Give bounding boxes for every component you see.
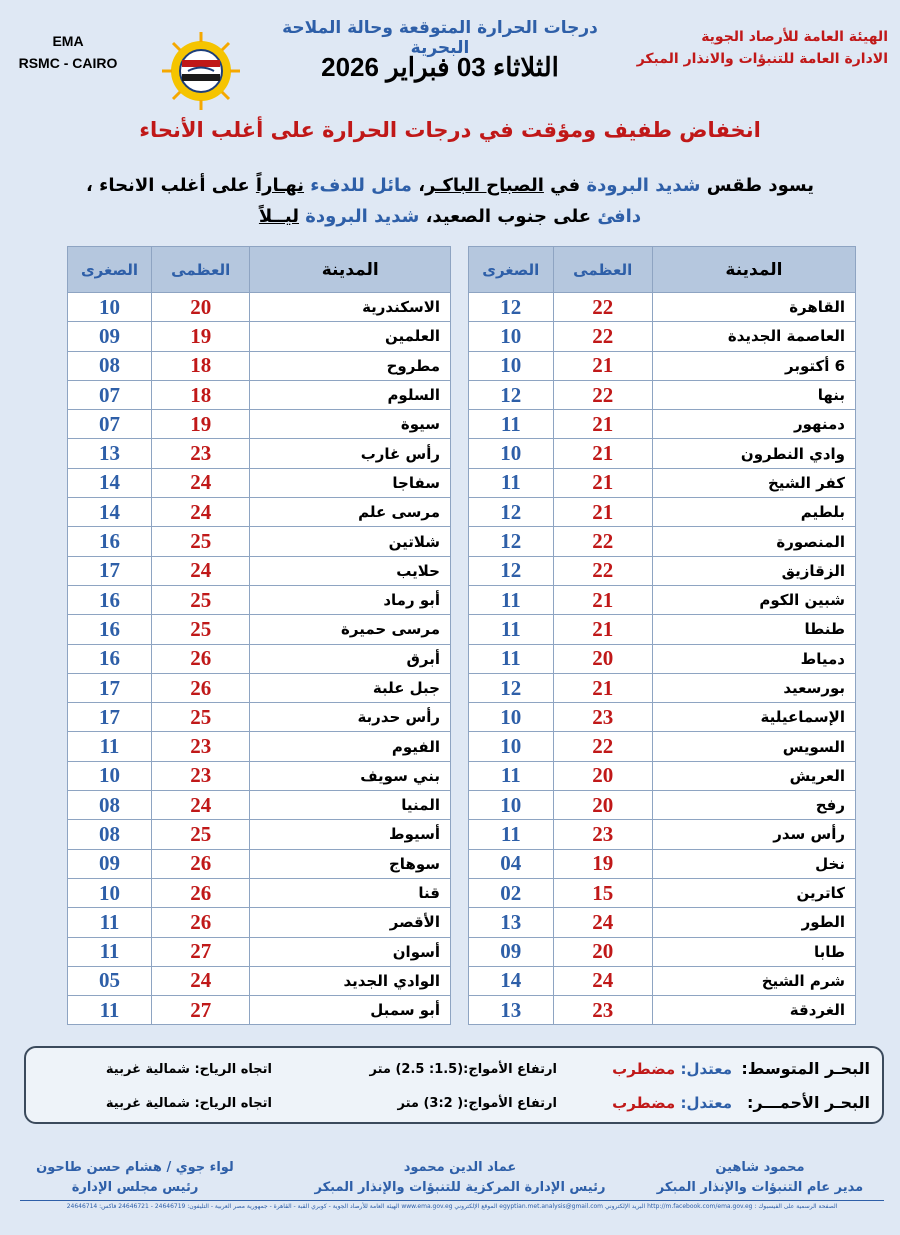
table-row	[469, 351, 856, 380]
table-row	[68, 293, 451, 322]
min-temp-cell: 04	[469, 849, 554, 878]
min-temp-cell: 10	[469, 351, 554, 380]
city-cell: نخل	[652, 849, 855, 878]
max-temp-cell: 19	[151, 410, 249, 439]
table-row	[68, 498, 451, 527]
max-temp-cell: 21	[553, 498, 652, 527]
signature-name: عماد الدين محمود	[403, 1160, 517, 1175]
desc-highlight: شديد البرودة	[305, 206, 420, 227]
desc-highlight: شديد البرودة	[586, 175, 701, 196]
min-temp-cell: 08	[68, 791, 152, 820]
sea-state	[612, 1060, 732, 1078]
min-temp-cell: 07	[68, 380, 152, 409]
min-temp-cell: 10	[469, 703, 554, 732]
city-cell: أبرق	[250, 644, 451, 673]
table-row	[469, 527, 856, 556]
table-row	[68, 380, 451, 409]
table-row	[469, 556, 856, 585]
city-cell: كاترين	[652, 878, 855, 907]
table-row	[469, 966, 856, 995]
max-temp-cell: 20	[553, 791, 652, 820]
min-temp-cell: 17	[68, 703, 152, 732]
sea-name: البحـر المتوسط:	[741, 1059, 870, 1078]
signature-name: لواء جوي / هشام حسن طاحون	[36, 1160, 234, 1175]
max-temp-cell: 22	[553, 293, 652, 322]
table-row	[68, 322, 451, 351]
city-cell: سفاجا	[250, 468, 451, 497]
max-temp-cell: 20	[553, 761, 652, 790]
authority-line-1: الهيئة العامة للأرصاد الجوية	[701, 29, 888, 45]
table-body	[469, 293, 856, 1025]
max-temp-cell: 24	[151, 966, 249, 995]
max-temp-cell: 23	[553, 996, 652, 1025]
table-row	[68, 820, 451, 849]
min-temp-cell: 11	[469, 820, 554, 849]
table-row	[68, 937, 451, 966]
table-row	[68, 644, 451, 673]
report-title: درجات الحرارة المتوقعة وحالة الملاحة البحرية	[282, 18, 598, 58]
city-cell: قنا	[250, 878, 451, 907]
max-temp-cell: 24	[151, 468, 249, 497]
max-temp-cell: 20	[553, 644, 652, 673]
city-cell: شلاتين	[250, 527, 451, 556]
city-cell: مطروح	[250, 351, 451, 380]
city-cell: رأس حدربة	[250, 703, 451, 732]
table-row	[469, 937, 856, 966]
table-row	[68, 966, 451, 995]
city-cell: رأس سدر	[652, 820, 855, 849]
min-temp-cell: 12	[469, 380, 554, 409]
max-temp-cell: 19	[151, 322, 249, 351]
min-temp-cell: 13	[469, 996, 554, 1025]
weather-description	[40, 170, 860, 232]
city-cell: كفر الشيخ	[652, 468, 855, 497]
city-cell: دمنهور	[652, 410, 855, 439]
city-cell: بنها	[652, 380, 855, 409]
sea-state-value: مضطرب	[612, 1060, 676, 1078]
max-temp-cell: 18	[151, 380, 249, 409]
min-temp-cell: 12	[469, 527, 554, 556]
table-row	[469, 644, 856, 673]
table-row	[68, 849, 451, 878]
table-row	[68, 761, 451, 790]
min-temp-cell: 17	[68, 556, 152, 585]
min-temp-cell: 11	[469, 468, 554, 497]
min-temp-cell: 17	[68, 673, 152, 702]
sea-wind: اتجاه الرياح: شمالية غربية	[105, 1096, 272, 1111]
table-row	[469, 322, 856, 351]
max-temp-cell: 21	[553, 410, 652, 439]
signature-role: رئيس الإدارة المركزية للتنبؤات والإنذار المبكر	[314, 1180, 606, 1195]
temperature-table-left	[67, 246, 451, 1025]
table-row	[68, 703, 451, 732]
min-temp-cell: 11	[469, 761, 554, 790]
table-row	[469, 996, 856, 1025]
min-temp-cell: 08	[68, 820, 152, 849]
city-cell: مرسى علم	[250, 498, 451, 527]
city-cell: مرسى حميرة	[250, 615, 451, 644]
min-temp-cell: 09	[68, 322, 152, 351]
table-row	[68, 732, 451, 761]
city-cell: الإسماعيلية	[652, 703, 855, 732]
city-cell: الزقازيق	[652, 556, 855, 585]
signature-name: محمود شاهين	[715, 1160, 805, 1175]
signature-role: رئيس مجلس الإدارة	[71, 1180, 199, 1195]
sea-row-red-sea	[26, 1090, 882, 1120]
max-temp-cell: 25	[151, 820, 249, 849]
city-cell: طابا	[652, 937, 855, 966]
column-header-city: المدينة	[652, 247, 855, 293]
temperature-table-right	[468, 246, 856, 1025]
city-cell: العلمين	[250, 322, 451, 351]
signature-central-head	[280, 1158, 640, 1198]
city-cell: رفح	[652, 791, 855, 820]
table-row	[68, 556, 451, 585]
city-cell: جبل علبة	[250, 673, 451, 702]
min-temp-cell: 16	[68, 527, 152, 556]
column-header-min: الصغرى	[68, 247, 152, 293]
min-temp-cell: 14	[469, 966, 554, 995]
table-row	[469, 703, 856, 732]
max-temp-cell: 24	[151, 556, 249, 585]
sea-status-box	[24, 1046, 884, 1124]
city-cell: الفيوم	[250, 732, 451, 761]
sea-state-label: معتدل:	[675, 1094, 732, 1112]
desc-underline: ليــلاً	[258, 206, 299, 227]
table-row	[469, 761, 856, 790]
city-cell: العريش	[652, 761, 855, 790]
city-cell: المنصورة	[652, 527, 855, 556]
city-cell: سوهاج	[250, 849, 451, 878]
table-row	[469, 410, 856, 439]
report-date: الثلاثاء 03 فبراير 2026	[321, 52, 559, 82]
max-temp-cell: 24	[151, 498, 249, 527]
table-row	[68, 878, 451, 907]
table-row	[68, 996, 451, 1025]
city-cell: السلوم	[250, 380, 451, 409]
signature-director	[640, 1158, 880, 1198]
desc-underline: نهـاراً	[255, 175, 305, 196]
table-row	[469, 585, 856, 614]
city-cell: بورسعيد	[652, 673, 855, 702]
desc-highlight: مائل للدفء	[310, 175, 412, 196]
city-cell: السويس	[652, 732, 855, 761]
ema-logo-icon	[160, 30, 242, 112]
max-temp-cell: 27	[151, 937, 249, 966]
desc-part: على أغلب الانحاء ،	[86, 175, 256, 196]
max-temp-cell: 20	[553, 937, 652, 966]
min-temp-cell: 10	[469, 322, 554, 351]
max-temp-cell: 22	[553, 322, 652, 351]
city-cell: الاسكندرية	[250, 293, 451, 322]
max-temp-cell: 25	[151, 527, 249, 556]
max-temp-cell: 26	[151, 849, 249, 878]
min-temp-cell: 12	[469, 498, 554, 527]
table-header-row	[469, 247, 856, 293]
max-temp-cell: 21	[553, 468, 652, 497]
max-temp-cell: 15	[553, 878, 652, 907]
max-temp-cell: 22	[553, 527, 652, 556]
city-cell: بني سويف	[250, 761, 451, 790]
city-cell: سيوة	[250, 410, 451, 439]
min-temp-cell: 11	[469, 410, 554, 439]
max-temp-cell: 26	[151, 878, 249, 907]
signature-chairman	[20, 1158, 250, 1198]
max-temp-cell: 23	[151, 732, 249, 761]
min-temp-cell: 14	[68, 498, 152, 527]
city-cell: أسوان	[250, 937, 451, 966]
table-header-row	[68, 247, 451, 293]
max-temp-cell: 26	[151, 644, 249, 673]
max-temp-cell: 19	[553, 849, 652, 878]
min-temp-cell: 10	[469, 791, 554, 820]
min-temp-cell: 11	[469, 644, 554, 673]
min-temp-cell: 11	[68, 937, 152, 966]
city-cell: طنطا	[652, 615, 855, 644]
signature-role: مدير عام التنبؤات والإنذار المبكر	[656, 1180, 864, 1195]
desc-highlight: دافئ	[597, 206, 642, 227]
table-row	[469, 498, 856, 527]
max-temp-cell: 22	[553, 556, 652, 585]
table-row	[68, 410, 451, 439]
table-row	[68, 468, 451, 497]
min-temp-cell: 13	[469, 908, 554, 937]
table-row	[469, 439, 856, 468]
sea-state-label: معتدل:	[675, 1060, 732, 1078]
max-temp-cell: 18	[151, 351, 249, 380]
table-row	[68, 673, 451, 702]
city-cell: دمياط	[652, 644, 855, 673]
sea-state-value: مضطرب	[612, 1094, 676, 1112]
max-temp-cell: 21	[553, 351, 652, 380]
column-header-max: العظمى	[553, 247, 652, 293]
table-body	[68, 293, 451, 1025]
min-temp-cell: 10	[68, 878, 152, 907]
max-temp-cell: 23	[151, 761, 249, 790]
max-temp-cell: 20	[151, 293, 249, 322]
max-temp-cell: 26	[151, 673, 249, 702]
max-temp-cell: 22	[553, 732, 652, 761]
city-cell: 6 أكتوبر	[652, 351, 855, 380]
min-temp-cell: 12	[469, 293, 554, 322]
org-code	[18, 30, 118, 74]
city-cell: بلطيم	[652, 498, 855, 527]
authority-block	[628, 26, 888, 70]
desc-part: يسود طقس	[700, 175, 814, 196]
sea-name: البحـر الأحمـــر:	[747, 1093, 870, 1112]
max-temp-cell: 26	[151, 908, 249, 937]
min-temp-cell: 11	[68, 996, 152, 1025]
city-cell: أسيوط	[250, 820, 451, 849]
min-temp-cell: 09	[469, 937, 554, 966]
column-header-min: الصغرى	[469, 247, 554, 293]
desc-part: في	[543, 175, 587, 196]
description-line-2	[40, 201, 860, 232]
city-cell: القاهرة	[652, 293, 855, 322]
min-temp-cell: 11	[68, 908, 152, 937]
city-cell: الطور	[652, 908, 855, 937]
table-row	[469, 849, 856, 878]
min-temp-cell: 10	[469, 439, 554, 468]
footer-contact-line: الصفحة الرسمية على الفيسبوك : http://m.facebook.com/ema.gov.eg البريد الإلكتروني egyptian.met.analysis@gmail.com الموقع الإلكتروني www.ema.gov.eg الهيئة العامة للأرصاد الجوية - كوبري القبة - القاهرة - جمهورية مصر العربية - التليفون: 24646719 - 24646721 فاكس: 24646714	[20, 1200, 884, 1212]
table-row	[469, 673, 856, 702]
city-cell: وادي النطرون	[652, 439, 855, 468]
max-temp-cell: 23	[553, 703, 652, 732]
table-row	[68, 585, 451, 614]
city-cell: رأس غارب	[250, 439, 451, 468]
table-row	[469, 908, 856, 937]
max-temp-cell: 21	[553, 439, 652, 468]
min-temp-cell: 11	[68, 732, 152, 761]
table-row	[469, 878, 856, 907]
description-line-1	[40, 170, 860, 201]
table-row	[469, 732, 856, 761]
min-temp-cell: 05	[68, 966, 152, 995]
max-temp-cell: 27	[151, 996, 249, 1025]
sea-waves: ارتفاع الأمواج:( 3:2) متر	[397, 1096, 557, 1111]
table-row	[469, 791, 856, 820]
max-temp-cell: 23	[151, 439, 249, 468]
max-temp-cell: 24	[151, 791, 249, 820]
org-code-ema: EMA	[52, 33, 84, 49]
table-row	[68, 527, 451, 556]
min-temp-cell: 14	[68, 468, 152, 497]
sea-wind: اتجاه الرياح: شمالية غربية	[105, 1062, 272, 1077]
max-temp-cell: 22	[553, 380, 652, 409]
table-row	[469, 820, 856, 849]
min-temp-cell: 07	[68, 410, 152, 439]
max-temp-cell: 21	[553, 673, 652, 702]
max-temp-cell: 25	[151, 703, 249, 732]
max-temp-cell: 23	[553, 820, 652, 849]
table-row	[469, 380, 856, 409]
city-cell: الغردقة	[652, 996, 855, 1025]
sea-waves: ارتفاع الأمواج:(1.5: 2.5) متر	[369, 1062, 557, 1077]
headline: انخفاض طفيف ومؤقت في درجات الحرارة على أغلب الأنحاء	[139, 118, 761, 142]
max-temp-cell: 25	[151, 615, 249, 644]
min-temp-cell: 16	[68, 585, 152, 614]
city-cell: حلايب	[250, 556, 451, 585]
min-temp-cell: 16	[68, 615, 152, 644]
desc-part: على جنوب الصعيد،	[419, 206, 598, 227]
min-temp-cell: 12	[469, 673, 554, 702]
min-temp-cell: 12	[469, 556, 554, 585]
city-cell: المنيا	[250, 791, 451, 820]
max-temp-cell: 25	[151, 585, 249, 614]
table-row	[469, 468, 856, 497]
column-header-city: المدينة	[250, 247, 451, 293]
min-temp-cell: 16	[68, 644, 152, 673]
city-cell: شبين الكوم	[652, 585, 855, 614]
city-cell: أبو رماد	[250, 585, 451, 614]
column-header-max: العظمى	[151, 247, 249, 293]
min-temp-cell: 13	[68, 439, 152, 468]
max-temp-cell: 21	[553, 585, 652, 614]
min-temp-cell: 10	[68, 293, 152, 322]
sea-row-mediterranean	[26, 1056, 882, 1086]
table-row	[68, 439, 451, 468]
desc-underline: الصباح الباكـر	[425, 175, 544, 196]
authority-line-2: الادارة العامة للتنبؤات والانذار المبكر	[636, 51, 888, 67]
min-temp-cell: 11	[469, 585, 554, 614]
max-temp-cell: 21	[553, 615, 652, 644]
min-temp-cell: 11	[469, 615, 554, 644]
table-row	[469, 293, 856, 322]
table-row	[68, 908, 451, 937]
max-temp-cell: 24	[553, 908, 652, 937]
max-temp-cell: 24	[553, 966, 652, 995]
city-cell: الأقصر	[250, 908, 451, 937]
desc-part: ،	[411, 175, 426, 196]
min-temp-cell: 09	[68, 849, 152, 878]
city-cell: العاصمة الجديدة	[652, 322, 855, 351]
table-row	[68, 351, 451, 380]
min-temp-cell: 02	[469, 878, 554, 907]
city-cell: شرم الشيخ	[652, 966, 855, 995]
min-temp-cell: 10	[68, 761, 152, 790]
table-row	[68, 615, 451, 644]
org-code-rsmc: RSMC - CAIRO	[18, 55, 118, 71]
table-row	[68, 791, 451, 820]
sea-state	[612, 1094, 732, 1112]
city-cell: أبو سمبل	[250, 996, 451, 1025]
min-temp-cell: 10	[469, 732, 554, 761]
min-temp-cell: 08	[68, 351, 152, 380]
city-cell: الوادي الجديد	[250, 966, 451, 995]
table-row	[469, 615, 856, 644]
